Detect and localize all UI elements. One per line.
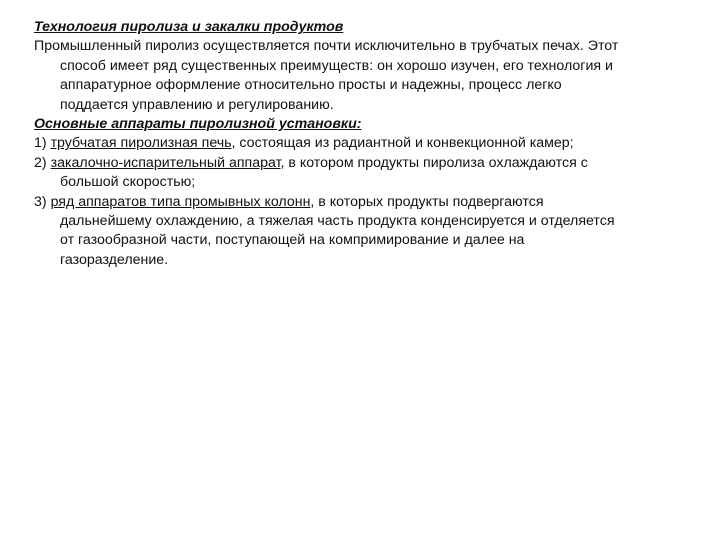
list-text: , в котором продукты пиролиза охлаждаются с (280, 154, 588, 171)
list-term: трубчатая пиролизная печь (50, 135, 232, 152)
list-number: 2) (34, 154, 51, 171)
paragraph-line-3: аппаратурное оформление относительно просты и надежны, процесс легко (60, 77, 562, 94)
list-text: , в которых продукты подвергаются (310, 193, 544, 210)
paragraph-line-1: Промышленный пиролиз осуществляется почти исключительно в трубчатых печах. Этот (34, 38, 619, 55)
list-item-2-continuation: большой скоростью; (60, 174, 196, 191)
list-number: 3) (34, 193, 51, 210)
list-text: , состоящая из радиантной и конвекционной камер; (231, 135, 574, 152)
section-title-apparatus: Основные аппараты пиролизной установки: (34, 116, 362, 133)
paragraph-line-2: способ имеет ряд существенных преимуществ: он хорошо изучен, его технология и (60, 57, 613, 74)
list-item-1 (34, 134, 694, 153)
list-item-3-continuation-2: от газообразной части, поступающей на компримирование и далее на (60, 232, 525, 249)
list-number: 1) (34, 135, 51, 152)
section-title-pyrolysis: Технология пиролиза и закалки продуктов (34, 19, 344, 35)
list-item-3 (34, 193, 694, 212)
paragraph-line-4: поддается управлению и регулированию. (60, 96, 334, 113)
list-item-3-continuation-3: газоразделение. (60, 251, 169, 268)
slide-text-block (34, 18, 694, 270)
list-term: ряд аппаратов типа промывных колонн (50, 193, 311, 210)
list-term: закалочно-испарительный аппарат (50, 154, 281, 171)
list-item-2 (34, 154, 694, 173)
list-item-3-continuation-1: дальнейшему охлаждению, а тяжелая часть продукта конденсируется и отделяется (60, 213, 615, 230)
